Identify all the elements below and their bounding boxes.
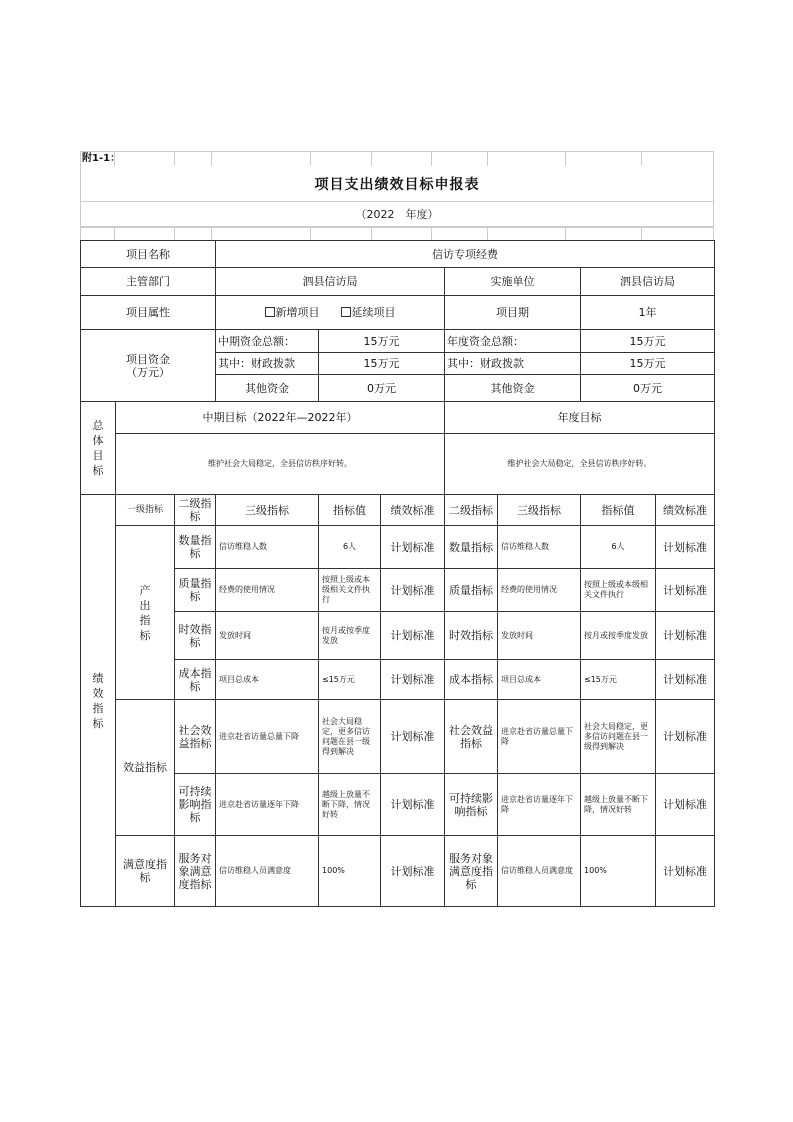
valueb-cell: 按照上级或本级相关文件执行 (581, 569, 656, 612)
standard-cell: 计划标准 (381, 569, 445, 612)
standard-cell: 计划标准 (381, 700, 445, 774)
row-project-attr (81, 296, 715, 330)
standardb-cell: 计划标准 (656, 700, 715, 774)
table-row (81, 700, 715, 774)
page-title: 项目支出绩效目标申报表 (314, 176, 480, 193)
level2b-cell: 服务对象满意度指标 (445, 836, 498, 907)
level2-cell: 数量指标 (175, 526, 216, 569)
level3-cell: 发放时间 (216, 612, 319, 660)
annual-goal-header: 年度目标 (445, 402, 715, 434)
standardb-cell: 计划标准 (656, 774, 715, 836)
level3b-cell: 项目总成本 (498, 660, 581, 700)
goals-label-text: 总体目标 (92, 419, 104, 477)
header-level2: 二级指标 (175, 495, 216, 526)
standardb-cell: 计划标准 (656, 526, 715, 569)
mid-goal-header: 中期目标（2022年—2022年） (116, 402, 445, 434)
level2-cell: 成本指标 (175, 660, 216, 700)
level3b-cell: 经费的使用情况 (498, 569, 581, 612)
standard-cell: 计划标准 (381, 660, 445, 700)
row-project-name (81, 241, 715, 268)
table-row (81, 526, 715, 569)
annual-fiscal-value: 15万元 (581, 353, 715, 375)
category-benefit: 效益指标 (116, 700, 175, 836)
level2b-cell: 可持续影响指标 (445, 774, 498, 836)
level3-cell: 项目总成本 (216, 660, 319, 700)
header-value: 指标值 (319, 495, 381, 526)
attachment-label: 附1-1： (82, 153, 121, 164)
value-cell: 社会大局稳定，更多信访问题在县一级得到解决 (319, 700, 381, 774)
annual-total-value: 15万元 (581, 330, 715, 353)
department-label: 主管部门 (81, 268, 216, 296)
header-level1: 一级指标 (116, 495, 175, 526)
option-continue-label: 延续项目 (351, 306, 396, 319)
funds-label-line2: （万元） (126, 365, 170, 379)
standardb-cell: 计划标准 (656, 660, 715, 700)
level2b-cell: 质量指标 (445, 569, 498, 612)
standard-cell: 计划标准 (381, 774, 445, 836)
value-cell: 6人 (319, 526, 381, 569)
grid-row (80, 151, 714, 166)
standardb-cell: 计划标准 (656, 612, 715, 660)
table-row (81, 774, 715, 836)
mid-total-label: 中期资金总额： (216, 330, 319, 353)
goals-label (81, 402, 116, 495)
table-row (81, 569, 715, 612)
row-funds-total (81, 330, 715, 353)
standardb-cell: 计划标准 (656, 836, 715, 907)
valueb-cell: 6人 (581, 526, 656, 569)
level2b-cell: 社会效益指标 (445, 700, 498, 774)
row-goals-text (81, 434, 715, 495)
project-attr-label: 项目属性 (81, 296, 216, 330)
project-attr-options (216, 296, 445, 330)
valueb-cell: 100% (581, 836, 656, 907)
level3b-cell: 发放时间 (498, 612, 581, 660)
project-name-value: 信访专项经费 (216, 241, 715, 268)
annual-total-label: 年度资金总额： (445, 330, 581, 353)
level3b-cell: 进京赴省访量总量下降 (498, 700, 581, 774)
mid-goal-text: 维护社会大局稳定，全县信访秩序好转。 (116, 434, 445, 495)
level3b-cell: 信访维稳人数 (498, 526, 581, 569)
value-cell: 100% (319, 836, 381, 907)
mid-fiscal-label: 其中：财政拨款 (216, 353, 319, 375)
mid-total-value: 15万元 (319, 330, 445, 353)
header-standard-b: 绩效标准 (656, 495, 715, 526)
mid-other-value: 0万元 (319, 375, 445, 402)
mid-other-label: 其他资金 (216, 375, 319, 402)
level3-cell: 经费的使用情况 (216, 569, 319, 612)
level3-cell: 进京赴省访量逐年下降 (216, 774, 319, 836)
mid-fiscal-value: 15万元 (319, 353, 445, 375)
unit-value: 泗县信访局 (581, 268, 715, 296)
category-output-text: 产出指标 (139, 583, 151, 642)
header-level2-b: 二级指标 (445, 495, 498, 526)
header-level3: 三级指标 (216, 495, 319, 526)
valueb-cell: 按月或按季度发放 (581, 612, 656, 660)
main-table (80, 240, 715, 907)
table-row (81, 660, 715, 700)
header-standard: 绩效标准 (381, 495, 445, 526)
unit-label: 实施单位 (445, 268, 581, 296)
valueb-cell: 越级上放量不断下降，情况好转 (581, 774, 656, 836)
checkbox-new[interactable] (265, 307, 275, 317)
category-satisfaction: 满意度指标 (116, 836, 175, 907)
period-value: 1年 (581, 296, 715, 330)
level3b-cell: 进京赴省访量逐年下降 (498, 774, 581, 836)
header-value-b: 指标值 (581, 495, 656, 526)
valueb-cell: 社会大局稳定，更多信访问题在县一级得到解决 (581, 700, 656, 774)
standard-cell: 计划标准 (381, 526, 445, 569)
annual-other-label: 其他资金 (445, 375, 581, 402)
option-new-label: 新增项目 (275, 306, 320, 319)
level3b-cell: 信访维稳人员满意度 (498, 836, 581, 907)
value-cell: 按月或按季度发放 (319, 612, 381, 660)
level2b-cell: 时效指标 (445, 612, 498, 660)
table-row (81, 612, 715, 660)
indicators-label (81, 495, 116, 907)
standard-cell: 计划标准 (381, 612, 445, 660)
level2-cell: 质量指标 (175, 569, 216, 612)
funds-label (81, 330, 216, 402)
checkbox-continue[interactable] (341, 307, 351, 317)
value-cell: 按照上级或本级相关文件执行 (319, 569, 381, 612)
grid-row (80, 227, 714, 240)
project-name-label: 项目名称 (81, 241, 216, 268)
header-level3-b: 三级指标 (498, 495, 581, 526)
level3-cell: 信访维稳人数 (216, 526, 319, 569)
report-sheet (80, 151, 714, 907)
table-row (81, 836, 715, 907)
level2b-cell: 数量指标 (445, 526, 498, 569)
value-cell: 越级上放量不断下降，情况好转 (319, 774, 381, 836)
level2-cell: 社会效益指标 (175, 700, 216, 774)
level2-cell: 可持续影响指标 (175, 774, 216, 836)
report-year: （2022 年度） (355, 208, 439, 221)
category-output (116, 526, 175, 700)
year-row (80, 202, 714, 227)
annual-fiscal-label: 其中：财政拨款 (445, 353, 581, 375)
indicators-label-text: 绩效指标 (92, 671, 104, 730)
standardb-cell: 计划标准 (656, 569, 715, 612)
level2-cell: 时效指标 (175, 612, 216, 660)
funds-label-line1: 项目资金 (126, 352, 170, 366)
level3-cell: 进京赴省访量总量下降 (216, 700, 319, 774)
level3-cell: 信访维稳人员满意度 (216, 836, 319, 907)
row-department (81, 268, 715, 296)
level2-cell: 服务对象满意度指标 (175, 836, 216, 907)
title-row (80, 166, 714, 202)
annual-goal-text: 维护社会大局稳定，全县信访秩序好转。 (445, 434, 715, 495)
valueb-cell: ≤15万元 (581, 660, 656, 700)
standard-cell: 计划标准 (381, 836, 445, 907)
period-label: 项目期 (445, 296, 581, 330)
annual-other-value: 0万元 (581, 375, 715, 402)
department-value: 泗县信访局 (216, 268, 445, 296)
row-goals-header (81, 402, 715, 434)
value-cell: ≤15万元 (319, 660, 381, 700)
row-indicator-header (81, 495, 715, 526)
level2b-cell: 成本指标 (445, 660, 498, 700)
